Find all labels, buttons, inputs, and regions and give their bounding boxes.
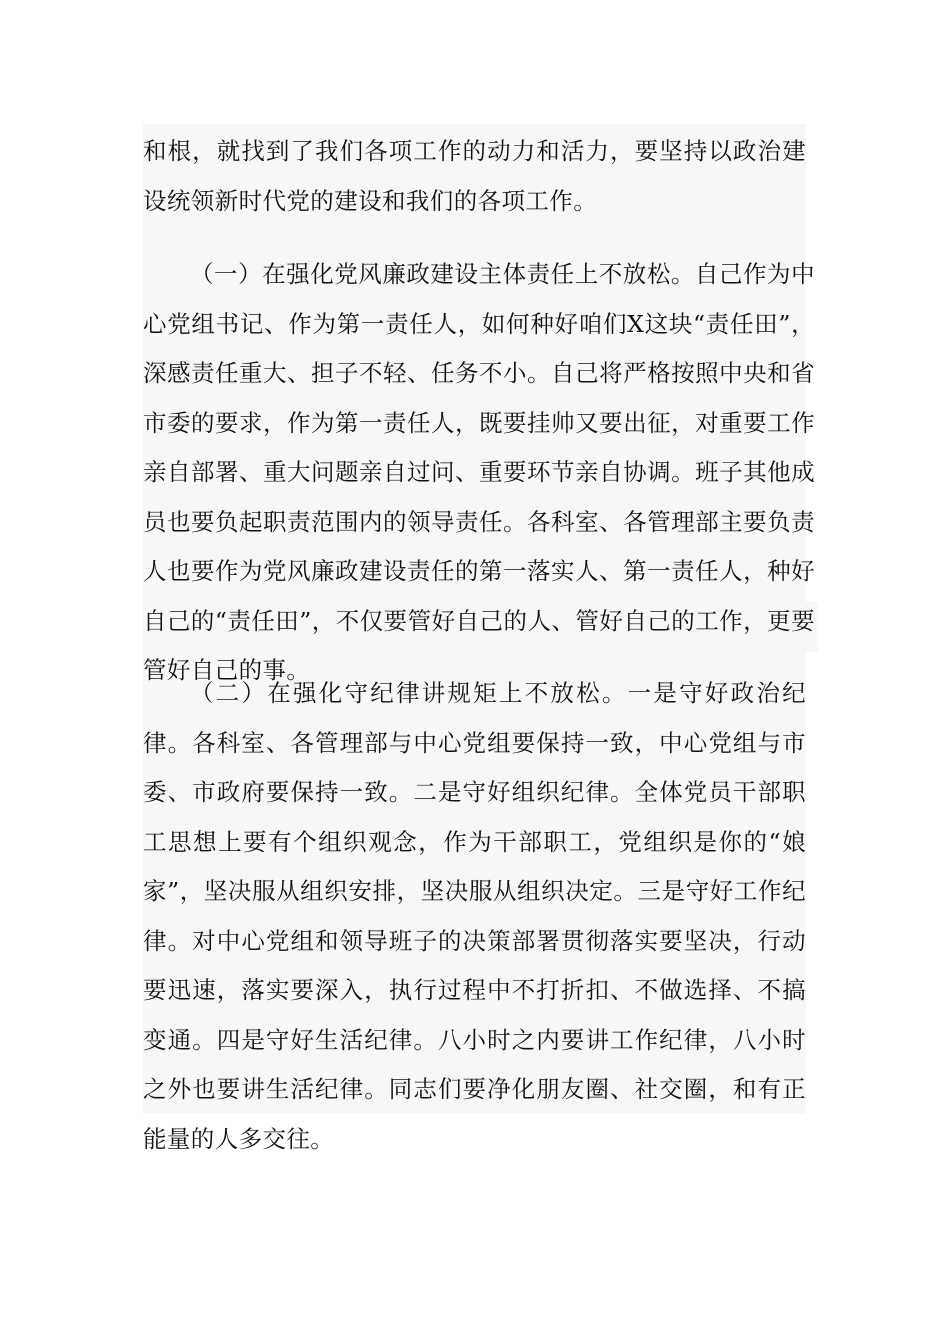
paragraph-section-one: （一）在强化党风廉政建设主体责任上不放松。自己作为中心党组书记、作为第一责任人，如何种好咱们X这块“责任田”，深感责任重大、担子不轻、任务不小。自己将严格按照中央和省市委的要求，作为第一责任人，既要挂帅又要出征，对重要工作亲自部署、重大问题亲自过问、重要环节亲自协调。班子其他成员也要负起职责范围内的领导责任。各科室、各管理部主要负责人也要作为党风廉政建设责任的第一落实人、第一责任人，种好自己的“责任田”，不仅要管好自己的人、管好自己的工作，更要管好自己的事。 [143,260,815,684]
paragraph-continued: 和根，就找到了我们各项工作的动力和活力，要坚持以政治建设统领新时代党的建设和我们的各项工作。 [143,137,806,215]
text-block [143,124,815,1153]
paragraph-section-two: （二）在强化守纪律讲规矩上不放松。一是守好政治纪律。各科室、各管理部与中心党组要保持一致，中心党组与市委、市政府要保持一致。二是守好组织纪律。全体党员干部职工思想上要有个组织观念，作为干部职工，党组织是你的“娘家”，坚决服从组织安排，坚决服从组织决定。三是守好工作纪律。对中心党组和领导班子的决策部署贯彻落实要坚决，行动要迅速，落实要深入，执行过程中不打折扣、不做选择、不搞变通。四是守好生活纪律。八小时之内要讲工作纪律，八小时之外也要讲生活纪律。同志们要净化朋友圈、社交圈，和有正能量的人多交往。 [143,679,806,1153]
